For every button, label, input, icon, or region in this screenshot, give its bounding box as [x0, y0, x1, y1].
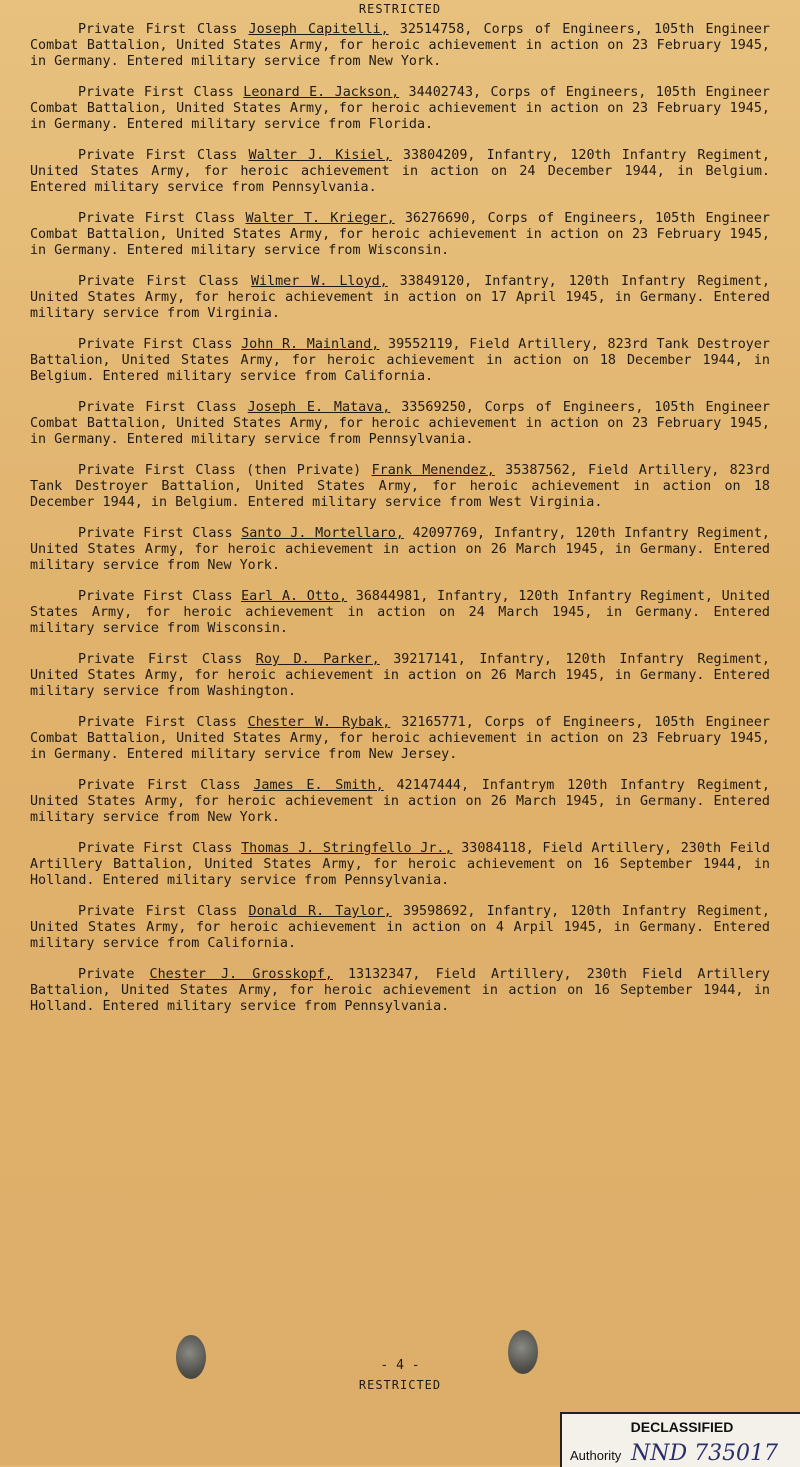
entry-rank: Private	[78, 967, 150, 982]
entry-citation-text: 39552119, Field Artillery, 823rd Tank Destroyer Battalion, United States Army, for heroic achievement in action on 18 December 1944, in Belgium. Entered military service from California.	[30, 337, 770, 384]
citation-entry	[30, 904, 770, 952]
entry-rank: Private First Class	[78, 778, 254, 793]
restricted-header: RESTRICTED	[358, 2, 442, 16]
entry-rank: Private First Class	[78, 652, 256, 667]
entry-citation-text: 33849120, Infantry, 120th Infantry Regiment, United States Army, for heroic achievement in action on 17 April 1945, in Germany. Entered military service from Virginia.	[30, 274, 770, 321]
entry-soldier-name: Joseph Capitelli,	[248, 22, 389, 37]
entry-rank: Private First Class (then Private)	[78, 463, 372, 478]
entry-soldier-name: Joseph E. Matava,	[247, 400, 391, 415]
entry-soldier-name: Chester J. Grosskopf,	[149, 967, 333, 982]
entry-soldier-name: Wilmer W. Lloyd,	[250, 274, 388, 289]
entry-rank: Private First Class	[78, 904, 249, 919]
entry-rank: Private First Class	[78, 841, 242, 856]
entry-soldier-name: Chester W. Rybak,	[247, 715, 391, 730]
citation-entry	[30, 841, 770, 889]
entry-rank: Private First Class	[78, 274, 251, 289]
entry-citation-text: 34402743, Corps of Engineers, 105th Engineer Combat Battalion, United States Army, for heroic achievement in action on 23 February 1945, in Germany. Entered military service from Florida.	[30, 85, 770, 132]
entry-citation-text: 42147444, Infantrym 120th Infantry Regiment, United States Army, for heroic achievement in action on 26 March 1945, in Germany. Entered military service from New York.	[30, 778, 770, 825]
citation-entry	[30, 652, 770, 700]
citation-entry	[30, 337, 770, 385]
entry-rank: Private First Class	[78, 589, 242, 604]
stamp-authority-label: Authority	[570, 1448, 622, 1463]
page-number: - 4 -	[380, 1358, 420, 1373]
entry-rank: Private First Class	[78, 337, 242, 352]
entry-rank: Private First Class	[78, 148, 249, 163]
entry-citation-text: 42097769, Infantry, 120th Infantry Regiment, United States Army, for heroic achievement in action on 26 March 1945, in Germany. Entered military service from New York.	[30, 526, 770, 573]
entry-citation-text: 39598692, Infantry, 120th Infantry Regiment, United States Army, for heroic achievement in action on 4 Arpil 1945, in Germany. Entered military service from California.	[30, 904, 770, 951]
entry-soldier-name: John R. Mainland,	[241, 337, 380, 352]
entry-soldier-name: Donald R. Taylor,	[248, 904, 392, 919]
citation-list	[30, 22, 770, 1030]
stamp-title: DECLASSIFIED	[630, 1419, 734, 1435]
citation-entry	[30, 400, 770, 448]
entry-citation-text: 32514758, Corps of Engineers, 105th Engineer Combat Battalion, United States Army, for heroic achievement in action on 23 February 1945, in Germany. Entered military service from New York.	[30, 22, 770, 69]
entry-citation-text: 35387562, Field Artillery, 823rd Tank Destroyer Battalion, United States Army, for heroic achievement in action on 18 December 1944, in Belgium. Entered military service from West Virginia.	[30, 463, 770, 510]
entry-citation-text: 33569250, Corps of Engineers, 105th Engineer Combat Battalion, United States Army, for heroic achievement in action on 23 February 1945, in Germany. Entered military service from Pennsylvania.	[30, 400, 770, 447]
entry-citation-text: 39217141, Infantry, 120th Infantry Regiment, United States Army, for heroic achievement in action on 26 March 1945, in Germany. Entered military service from Washington.	[30, 652, 770, 699]
entry-rank: Private First Class	[78, 211, 246, 226]
entry-soldier-name: Roy D. Parker,	[255, 652, 380, 667]
stamp-authority	[570, 1441, 800, 1466]
citation-entry	[30, 22, 770, 70]
entry-citation-text: 33804209, Infantry, 120th Infantry Regiment, United States Army, for heroic achievement in action on 24 December 1944, in Belgium. Entered military service from Pennsylvania.	[30, 148, 770, 195]
citation-entry	[30, 526, 770, 574]
entry-citation-text: 36276690, Corps of Engineers, 105th Engineer Combat Battalion, United States Army, for heroic achievement in action on 23 February 1945, in Germany. Entered military service from Wisconsin.	[30, 211, 770, 258]
entry-rank: Private First Class	[78, 22, 249, 37]
entry-soldier-name: Earl A. Otto,	[241, 589, 348, 604]
declassified-stamp	[560, 1412, 800, 1467]
entry-soldier-name: Walter J. Kisiel,	[248, 148, 392, 163]
entry-soldier-name: James E. Smith,	[253, 778, 384, 793]
entry-rank: Private First Class	[78, 526, 242, 541]
restricted-footer: RESTRICTED	[358, 1378, 442, 1392]
citation-entry	[30, 715, 770, 763]
citation-entry	[30, 967, 770, 1015]
stamp-authority-code: NND 735017	[630, 1441, 779, 1466]
citation-entry	[30, 463, 770, 511]
entry-citation-text: 13132347, Field Artillery, 230th Field Artillery Battalion, United States Army, for heroic achievement in action on 16 September 1944, in Holland. Entered military service from Pennsylvania.	[30, 967, 770, 1014]
citation-entry	[30, 211, 770, 259]
entry-soldier-name: Leonard E. Jackson,	[243, 85, 400, 100]
citation-entry	[30, 274, 770, 322]
entry-soldier-name: Frank Menendez,	[371, 463, 495, 478]
entry-citation-text: 36844981, Infantry, 120th Infantry Regiment, United States Army, for heroic achievement in action on 24 March 1945, in Germany. Entered military service from Wisconsin.	[30, 589, 770, 636]
entry-soldier-name: Thomas J. Stringfello Jr.,	[241, 841, 453, 856]
citation-entry	[30, 85, 770, 133]
entry-soldier-name: Santo J. Mortellaro,	[241, 526, 404, 541]
entry-rank: Private First Class	[78, 715, 248, 730]
entry-soldier-name: Walter T. Krieger,	[245, 211, 395, 226]
entry-rank: Private First Class	[78, 85, 244, 100]
citation-entry	[30, 589, 770, 637]
entry-citation-text: 32165771, Corps of Engineers, 105th Engineer Combat Battalion, United States Army, for heroic achievement in action on 23 February 1945, in Germany. Entered military service from New Jersey.	[30, 715, 770, 762]
entry-rank: Private First Class	[78, 400, 248, 415]
entry-citation-text: 33084118, Field Artillery, 230th Feild Artillery Battalion, United States Army, for heroic achievement on 16 September 1944, in Holland. Entered military service from Pennsylvania.	[30, 841, 770, 888]
citation-entry	[30, 148, 770, 196]
citation-entry	[30, 778, 770, 826]
